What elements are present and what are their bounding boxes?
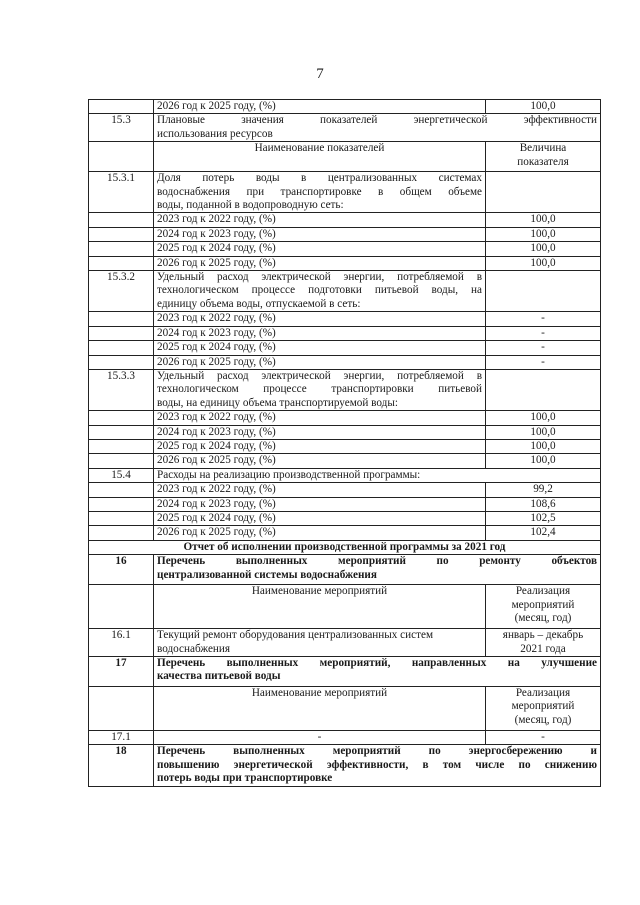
report-title-row — [89, 540, 601, 554]
row-label: 2024 год к 2023 году, (%) — [154, 497, 486, 511]
table-row — [89, 213, 601, 227]
indicator-title-line: Удельный расход электрической энергии, потребляемой в — [157, 271, 482, 284]
section-title — [154, 745, 601, 786]
table-row — [89, 100, 601, 114]
header-name: Наименование мероприятий — [154, 585, 486, 629]
header-value — [486, 687, 601, 731]
indicator-15-3-3-row — [89, 369, 601, 410]
row-label: 2024 год к 2023 году, (%) — [154, 425, 486, 439]
table-row — [89, 411, 601, 425]
section-title-line: централизованной системы водоснабжения — [157, 568, 377, 581]
column-header-row — [89, 142, 601, 172]
section-number: 16 — [89, 555, 154, 585]
row-label: 2023 год к 2022 году, (%) — [154, 213, 486, 227]
indicator-title-line: Удельный расход электрической энергии, потребляемой в — [157, 369, 482, 382]
row-label: 2026 год к 2025 году, (%) — [154, 355, 486, 369]
section-number: 15.4 — [89, 468, 154, 482]
header-number-cell — [89, 585, 154, 629]
row-value: 100,0 — [486, 256, 601, 270]
row-value: 102,4 — [486, 526, 601, 540]
row-label: 2025 год к 2024 году, (%) — [154, 242, 486, 256]
table-row — [89, 425, 601, 439]
row-label: 2024 год к 2023 году, (%) — [154, 326, 486, 340]
measure-17-1-row — [89, 731, 601, 745]
indicator-title-line: единицу объема воды, отпускаемой в сеть: — [157, 297, 361, 310]
measure-name — [154, 629, 486, 657]
indicator-number: 15.3.3 — [89, 369, 154, 410]
row-label: 2026 год к 2025 году, (%) — [154, 256, 486, 270]
section-title-line: Плановые значения показателей энергетической эффективности — [157, 114, 597, 127]
header-value — [486, 142, 601, 172]
header-value-line: мероприятий — [511, 700, 575, 713]
indicator-value — [486, 271, 601, 312]
row-value: 100,0 — [486, 454, 601, 468]
row-value: 100,0 — [486, 227, 601, 241]
production-program-table — [88, 99, 601, 787]
measure-period — [486, 629, 601, 657]
row-value: 100,0 — [486, 425, 601, 439]
section-title-line: Перечень выполненных мероприятий, направленных на улучшение — [157, 657, 597, 669]
table-row — [89, 312, 601, 326]
row-value: - — [486, 355, 601, 369]
table-row — [89, 341, 601, 355]
section-17-row — [89, 657, 601, 687]
indicator-title — [154, 271, 486, 312]
indicator-15-3-1-row — [89, 172, 601, 213]
indicator-title-line: воды, на единицу объема транспортируемой воды: — [157, 396, 398, 409]
measure-period: - — [486, 731, 601, 745]
indicator-number: 15.3.1 — [89, 172, 154, 213]
section-title-line: потерь воды при транспортировке — [157, 772, 333, 785]
row-number — [89, 100, 154, 114]
row-value: 100,0 — [486, 242, 601, 256]
row-value: - — [486, 341, 601, 355]
row-label: 2026 год к 2025 году, (%) — [154, 526, 486, 540]
row-label: 2023 год к 2022 году, (%) — [154, 312, 486, 326]
table-row — [89, 439, 601, 453]
section-title — [154, 657, 601, 687]
indicator-15-3-2-row — [89, 271, 601, 312]
header-name: Наименование показателей — [154, 142, 486, 172]
header-number-cell — [89, 687, 154, 731]
header-value-line: Реализация — [515, 687, 571, 699]
table-row — [89, 454, 601, 468]
indicator-value — [486, 172, 601, 213]
indicator-title-line: Доля потерь воды в централизованных системах — [157, 172, 482, 185]
row-label: 2026 год к 2025 году, (%) — [154, 100, 486, 114]
indicator-title-line: технологическом процессе транспортировки питьевой — [157, 383, 482, 396]
section-15-4-row — [89, 468, 601, 482]
row-label: 2025 год к 2024 году, (%) — [154, 341, 486, 355]
measure-period-line: январь – декабрь — [502, 629, 584, 642]
table-row — [89, 497, 601, 511]
table-row — [89, 355, 601, 369]
indicator-number: 15.3.2 — [89, 271, 154, 312]
section-15-3-row — [89, 114, 601, 142]
measure-period-line: 2021 года — [520, 642, 566, 655]
measure-name: - — [154, 731, 486, 745]
column-header-row — [89, 585, 601, 629]
row-value: - — [486, 312, 601, 326]
row-value: 100,0 — [486, 411, 601, 425]
row-value: 102,5 — [486, 511, 601, 525]
section-title — [154, 114, 601, 142]
section-number: 17 — [89, 657, 154, 687]
table-row — [89, 242, 601, 256]
indicator-title-line: водоснабжения при транспортировке в общем объеме — [157, 185, 482, 198]
indicator-title-line: воды, поданной в водопроводную сеть: — [157, 199, 344, 212]
row-label: 2025 год к 2024 году, (%) — [154, 439, 486, 453]
column-header-row — [89, 687, 601, 731]
header-value-line: Величина — [519, 142, 567, 155]
measure-number: 17.1 — [89, 731, 154, 745]
row-label: 2023 год к 2022 году, (%) — [154, 483, 486, 497]
table-row — [89, 326, 601, 340]
section-18-row — [89, 745, 601, 786]
section-title-line: качества питьевой воды — [157, 670, 281, 683]
header-name: Наименование мероприятий — [154, 687, 486, 731]
table-row — [89, 526, 601, 540]
row-label: 2025 год к 2024 году, (%) — [154, 511, 486, 525]
section-title-line: повышению энергетической эффективности, в том числе по снижению — [157, 758, 597, 771]
section-title — [154, 555, 601, 585]
header-value-line: Реализация — [515, 585, 571, 598]
row-label: 2026 год к 2025 году, (%) — [154, 454, 486, 468]
measure-name-line: Текущий ремонт оборудования централизованных систем — [157, 629, 434, 642]
row-value: 100,0 — [486, 439, 601, 453]
section-title-line: Перечень выполненных мероприятий по ремонту объектов — [157, 555, 597, 568]
section-number: 15.3 — [89, 114, 154, 142]
table-row — [89, 511, 601, 525]
measure-number: 16.1 — [89, 629, 154, 657]
section-title: Расходы на реализацию производственной программы: — [154, 468, 601, 482]
section-title-line: использования ресурсов — [157, 127, 273, 140]
header-value-line: показателя — [517, 155, 569, 168]
section-number: 18 — [89, 745, 154, 786]
section-title-line: Перечень выполненных мероприятий по энергосбережению и — [157, 745, 597, 758]
header-value — [486, 585, 601, 629]
table-row — [89, 256, 601, 270]
header-number-cell — [89, 142, 154, 172]
row-label: 2023 год к 2022 году, (%) — [154, 411, 486, 425]
indicator-title-line: технологическом процессе подготовки питьевой воды, на — [157, 284, 482, 297]
indicator-title — [154, 369, 486, 410]
measure-name-line: водоснабжения — [157, 642, 231, 655]
section-16-row — [89, 555, 601, 585]
header-value-line: (месяц, год) — [514, 713, 572, 726]
row-value: - — [486, 326, 601, 340]
table-row — [89, 483, 601, 497]
report-title: Отчет об исполнении производственной программы за 2021 год — [89, 540, 601, 554]
page-number: 7 — [316, 66, 324, 82]
measure-16-1-row — [89, 629, 601, 657]
indicator-title — [154, 172, 486, 213]
header-value-line: (месяц, год) — [514, 612, 572, 624]
row-value: 100,0 — [486, 213, 601, 227]
header-value-line: мероприятий — [511, 598, 575, 611]
table-row — [89, 227, 601, 241]
indicator-value — [486, 369, 601, 410]
row-value: 108,6 — [486, 497, 601, 511]
row-label: 2024 год к 2023 году, (%) — [154, 227, 486, 241]
row-value: 99,2 — [486, 483, 601, 497]
row-value: 100,0 — [486, 100, 601, 114]
